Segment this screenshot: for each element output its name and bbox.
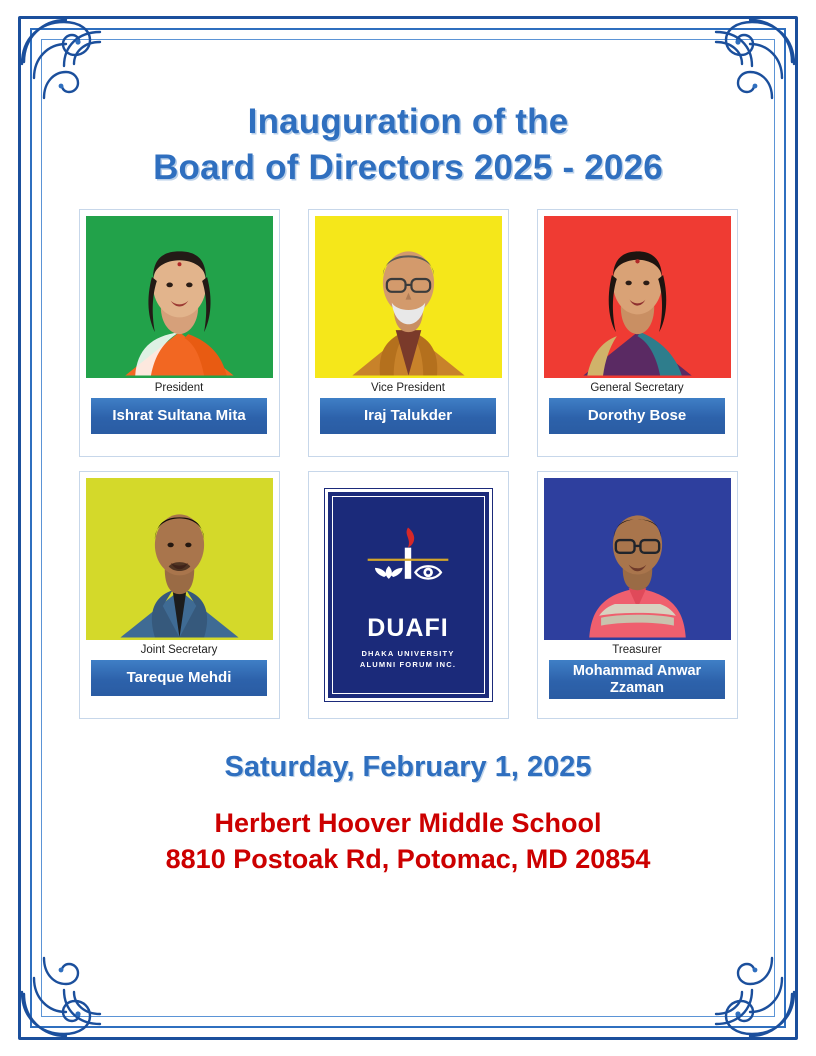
member-photo-vice-president — [315, 216, 502, 378]
member-photo-treasurer — [544, 478, 731, 640]
page-title — [52, 52, 764, 191]
event-venue — [52, 806, 764, 878]
member-role: Vice President — [371, 382, 445, 395]
logo-subtitle-line-1: DHAKA UNIVERSITY — [361, 648, 455, 658]
logo-box — [325, 489, 492, 701]
member-card-vice-president — [308, 209, 509, 457]
title-line-1: Inauguration of the — [247, 102, 569, 141]
member-card-president — [79, 209, 280, 457]
member-name: Dorothy Bose — [549, 398, 725, 434]
member-card-joint-secretary — [79, 471, 280, 719]
member-photo-general-secretary — [544, 216, 731, 378]
poster-content — [52, 52, 764, 1004]
member-role: General Secretary — [590, 382, 684, 395]
logo-subtitle — [360, 648, 456, 671]
member-card-treasurer — [537, 471, 738, 719]
member-role: Joint Secretary — [140, 644, 218, 657]
organization-logo-card — [308, 471, 509, 719]
member-name: Tareque Mehdi — [91, 660, 267, 696]
title-line-2: Board of Directors 2025 - 2026 — [153, 148, 663, 188]
member-name: Iraj Talukder — [320, 398, 496, 434]
logo-subtitle-line-2: ALUMNI FORUM INC. — [359, 659, 457, 669]
member-photo-president — [86, 216, 273, 378]
member-role: President — [154, 382, 204, 395]
board-members-grid — [78, 209, 738, 719]
member-photo-joint-secretary — [86, 478, 273, 640]
member-name: Ishrat Sultana Mita — [91, 398, 267, 434]
member-name: Mohammad Anwar Zzaman — [549, 660, 725, 698]
event-details — [52, 751, 764, 878]
venue-name: Herbert Hoover Middle School — [214, 808, 602, 839]
logo-title: DUAFI — [367, 613, 449, 642]
venue-address: 8810 Postoak Rd, Potomac, MD 20854 — [165, 844, 651, 875]
event-date: Saturday, February 1, 2025 — [224, 751, 592, 784]
member-role: Treasurer — [612, 644, 662, 657]
duafi-emblem-icon — [353, 520, 463, 612]
logo-inner-frame — [332, 496, 485, 694]
member-card-general-secretary — [537, 209, 738, 457]
